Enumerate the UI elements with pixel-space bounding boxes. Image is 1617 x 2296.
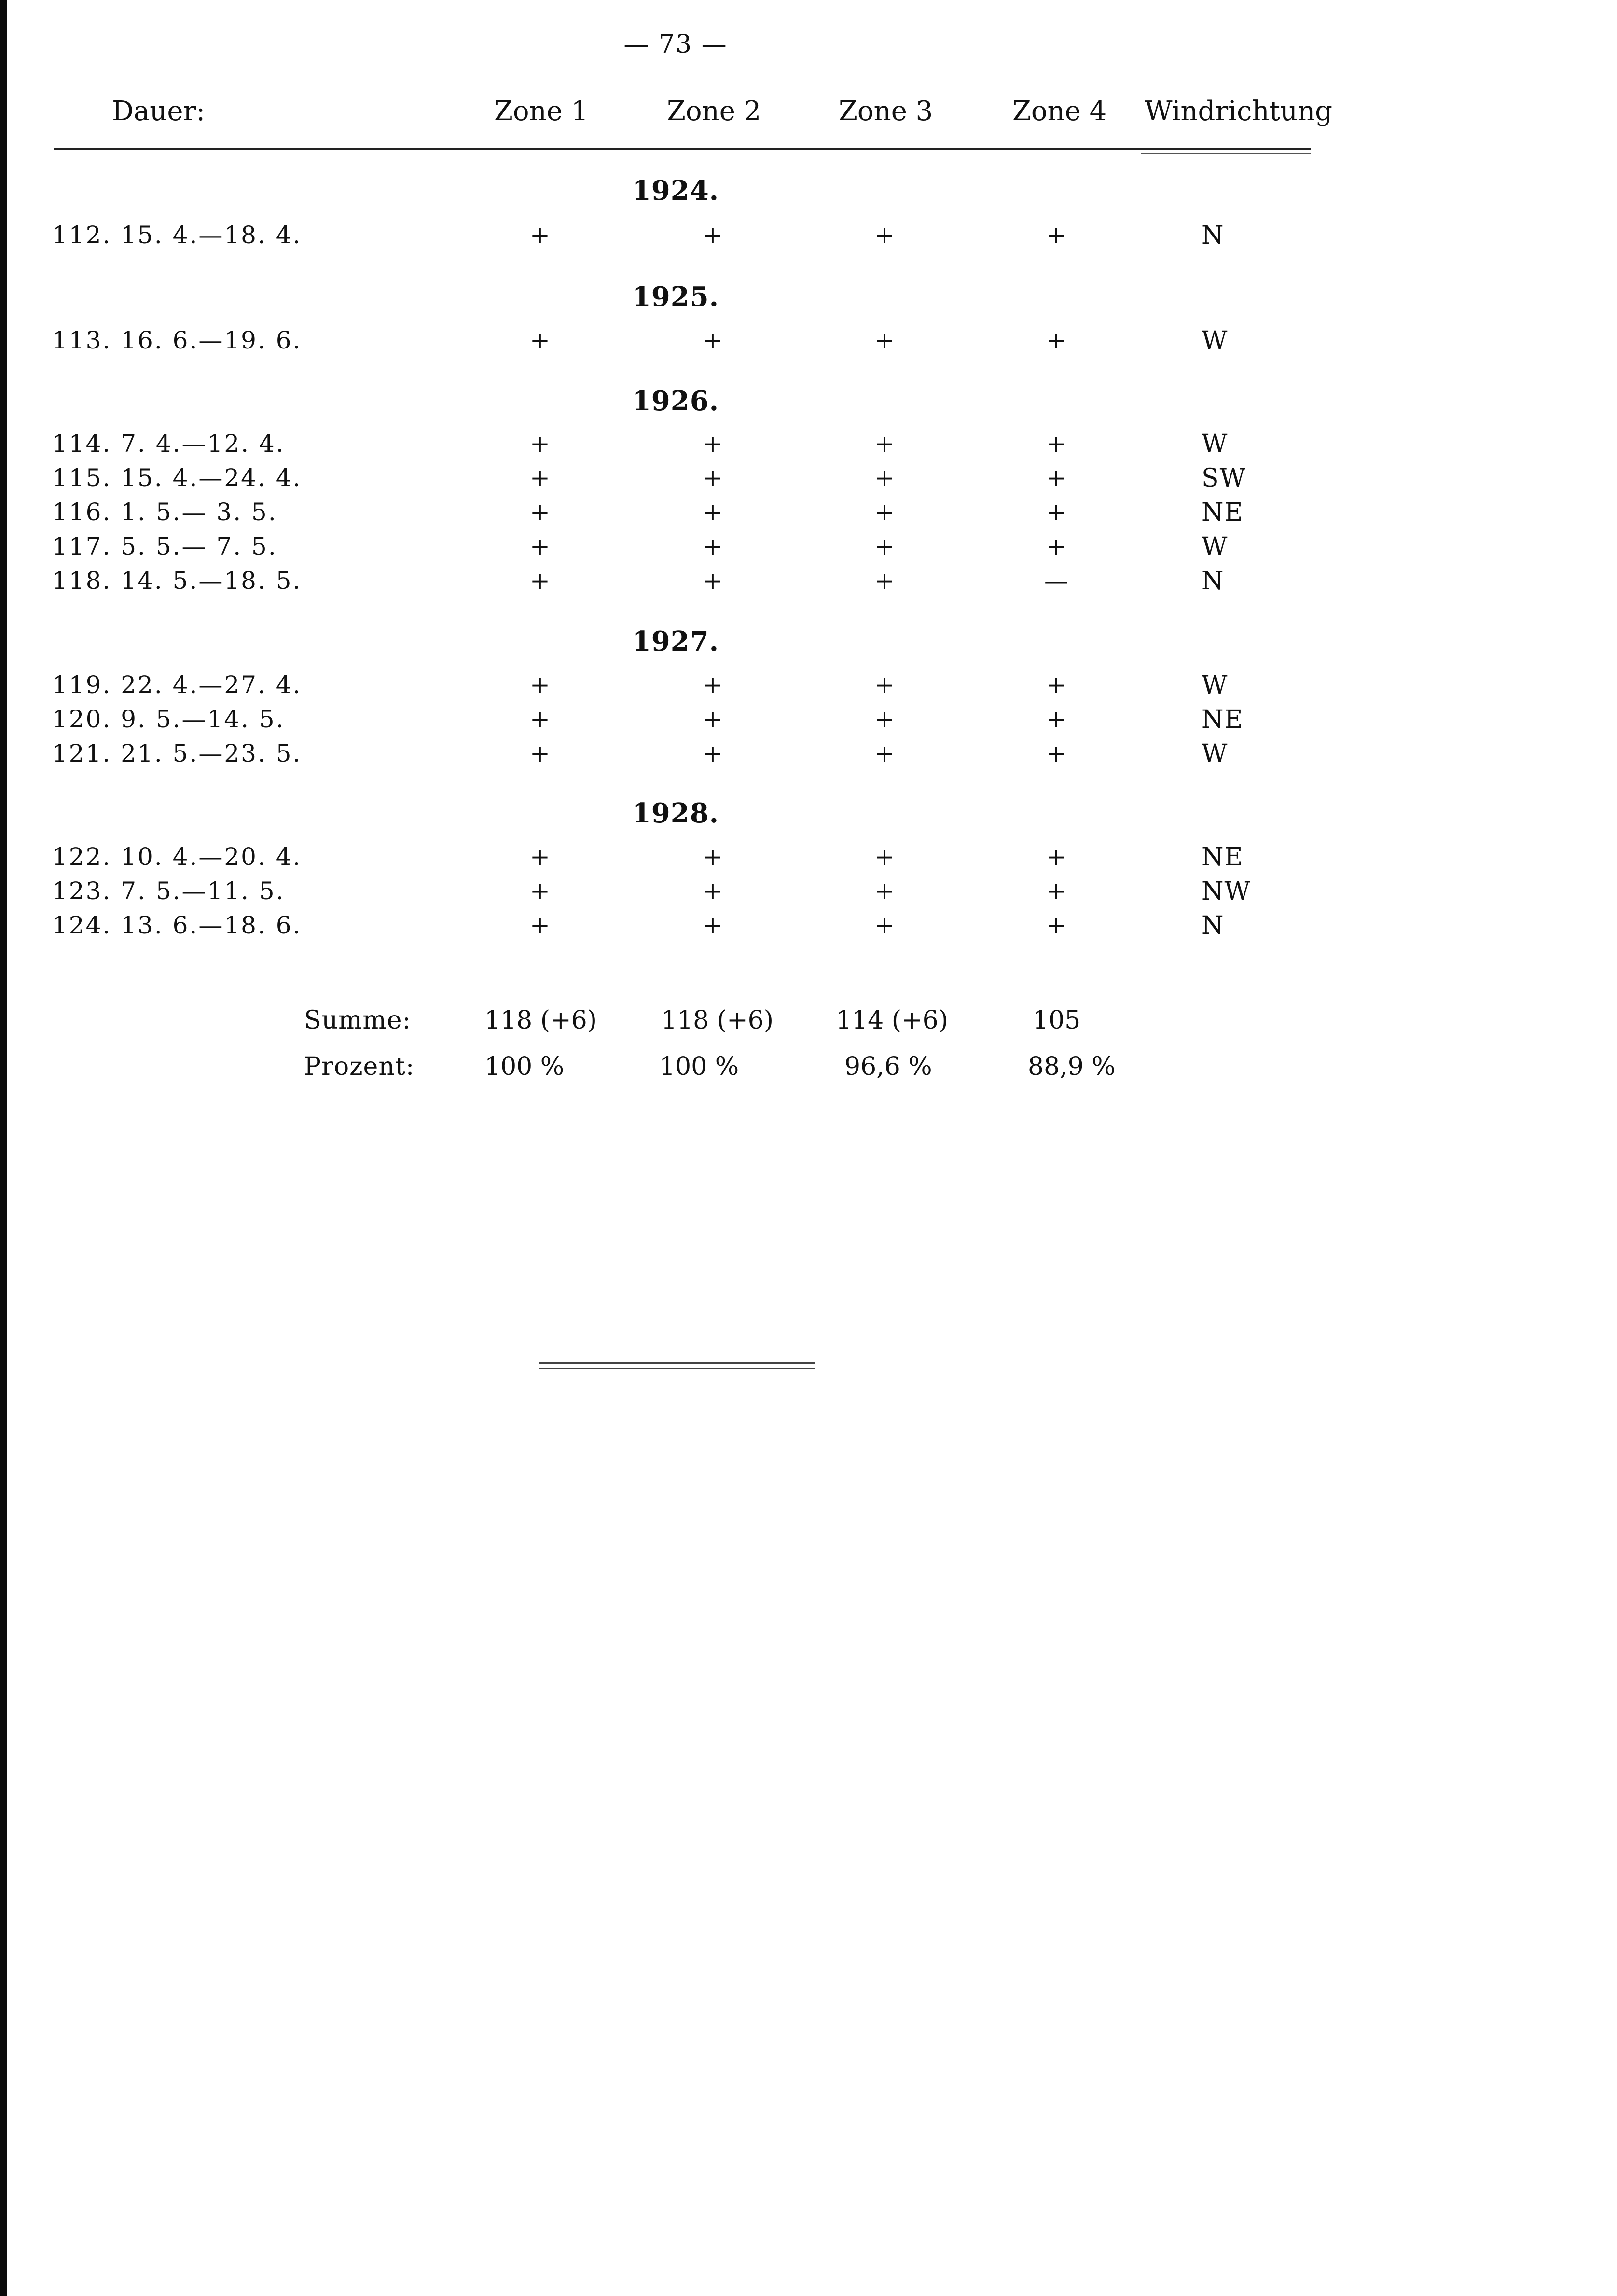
cell-zone-2: + — [703, 221, 723, 249]
header-zone-4: Zone 4 — [1012, 96, 1107, 127]
cell-dauer: 119. 22. 4.—27. 4. — [52, 671, 302, 699]
cell-dauer: 122. 10. 4.—20. 4. — [52, 843, 302, 871]
prozent-zone-2: 100 % — [659, 1052, 739, 1081]
table-row — [0, 430, 1617, 463]
summe-zone-2: 118 (+6) — [661, 1006, 774, 1035]
cell-zone-2: + — [703, 567, 723, 595]
cell-zone-2: + — [703, 498, 723, 526]
header-zone-3: Zone 3 — [839, 96, 933, 127]
cell-zone-1: + — [530, 464, 550, 492]
cell-zone-4: + — [1046, 911, 1066, 939]
cell-zone-1: + — [530, 498, 550, 526]
header-zone-2: Zone 2 — [667, 96, 761, 127]
table-row — [0, 877, 1617, 911]
table-row — [0, 498, 1617, 532]
cell-zone-3: + — [874, 326, 895, 354]
prozent-zone-3: 96,6 % — [844, 1052, 932, 1081]
cell-zone-4: — — [1044, 567, 1068, 595]
table-row — [0, 911, 1617, 945]
cell-zone-4: + — [1046, 705, 1066, 733]
cell-zone-2: + — [703, 911, 723, 939]
cell-dauer: 116. 1. 5.— 3. 5. — [52, 498, 277, 526]
cell-zone-2: + — [703, 326, 723, 354]
year-heading-1924: 1924. — [632, 175, 719, 207]
cell-zone-2: + — [703, 532, 723, 560]
cell-windrichtung: NE — [1202, 705, 1244, 734]
cell-zone-4: + — [1046, 532, 1066, 560]
cell-zone-2: + — [703, 877, 723, 905]
cell-dauer: 114. 7. 4.—12. 4. — [52, 430, 285, 458]
cell-windrichtung: NW — [1202, 877, 1251, 906]
table-row — [0, 705, 1617, 739]
cell-zone-4: + — [1046, 877, 1066, 905]
cell-dauer: 120. 9. 5.—14. 5. — [52, 705, 285, 733]
cell-windrichtung: NE — [1202, 498, 1244, 527]
cell-zone-1: + — [530, 911, 550, 939]
summe-zone-4: 105 — [1033, 1006, 1081, 1035]
cell-windrichtung: W — [1202, 326, 1229, 355]
cell-zone-3: + — [874, 911, 895, 939]
cell-windrichtung: N — [1202, 221, 1225, 250]
header-rule-secondary — [1141, 153, 1311, 154]
cell-windrichtung: NE — [1202, 843, 1244, 872]
summe-label: Summe: — [304, 1006, 412, 1035]
cell-dauer: 115. 15. 4.—24. 4. — [52, 464, 302, 492]
cell-zone-3: + — [874, 498, 895, 526]
cell-zone-4: + — [1046, 671, 1066, 699]
cell-zone-1: + — [530, 843, 550, 871]
year-heading-1928: 1928. — [632, 797, 719, 829]
cell-zone-1: + — [530, 430, 550, 458]
cell-windrichtung: W — [1202, 532, 1229, 561]
cell-windrichtung: N — [1202, 911, 1225, 940]
page-number: — 73 — — [623, 30, 728, 59]
cell-zone-2: + — [703, 430, 723, 458]
summe-zone-1: 118 (+6) — [484, 1006, 597, 1035]
cell-dauer: 121. 21. 5.—23. 5. — [52, 739, 302, 767]
cell-zone-1: + — [530, 877, 550, 905]
cell-windrichtung: N — [1202, 567, 1225, 596]
cell-zone-2: + — [703, 705, 723, 733]
cell-zone-3: + — [874, 877, 895, 905]
table-row — [0, 221, 1617, 255]
closing-rule-top — [539, 1362, 815, 1364]
cell-zone-4: + — [1046, 430, 1066, 458]
cell-dauer: 124. 13. 6.—18. 6. — [52, 911, 302, 939]
cell-zone-1: + — [530, 567, 550, 595]
year-heading-1925: 1925. — [632, 281, 719, 313]
cell-zone-2: + — [703, 843, 723, 871]
cell-zone-3: + — [874, 567, 895, 595]
cell-windrichtung: W — [1202, 430, 1229, 459]
cell-zone-3: + — [874, 843, 895, 871]
table-row — [0, 326, 1617, 360]
cell-zone-4: + — [1046, 843, 1066, 871]
cell-zone-2: + — [703, 739, 723, 767]
header-zone-1: Zone 1 — [494, 96, 589, 127]
cell-zone-3: + — [874, 705, 895, 733]
cell-zone-2: + — [703, 464, 723, 492]
prozent-label: Prozent: — [304, 1052, 415, 1081]
cell-windrichtung: SW — [1202, 464, 1247, 493]
cell-zone-3: + — [874, 221, 895, 249]
table-row — [0, 739, 1617, 773]
prozent-zone-1: 100 % — [484, 1052, 565, 1081]
cell-zone-1: + — [530, 705, 550, 733]
cell-zone-4: + — [1046, 221, 1066, 249]
cell-zone-1: + — [530, 532, 550, 560]
cell-zone-2: + — [703, 671, 723, 699]
prozent-row — [0, 1052, 1617, 1086]
summe-row — [0, 1006, 1617, 1040]
year-heading-1926: 1926. — [632, 385, 719, 417]
cell-dauer: 113. 16. 6.—19. 6. — [52, 326, 302, 354]
cell-zone-4: + — [1046, 739, 1066, 767]
header-dauer: Dauer: — [112, 96, 206, 127]
cell-dauer: 123. 7. 5.—11. 5. — [52, 877, 285, 905]
cell-windrichtung: W — [1202, 739, 1229, 768]
cell-zone-4: + — [1046, 464, 1066, 492]
table-row — [0, 843, 1617, 877]
cell-zone-3: + — [874, 532, 895, 560]
cell-dauer: 112. 15. 4.—18. 4. — [52, 221, 302, 249]
table-row — [0, 567, 1617, 600]
table-header — [0, 96, 1617, 134]
prozent-zone-4: 88,9 % — [1028, 1052, 1116, 1081]
cell-zone-4: + — [1046, 326, 1066, 354]
closing-rule-bottom — [539, 1368, 815, 1369]
cell-dauer: 118. 14. 5.—18. 5. — [52, 567, 302, 595]
table-row — [0, 464, 1617, 498]
cell-zone-1: + — [530, 326, 550, 354]
header-windrichtung: Windrichtung — [1145, 96, 1332, 127]
cell-zone-3: + — [874, 671, 895, 699]
summe-zone-3: 114 (+6) — [836, 1006, 949, 1035]
cell-dauer: 117. 5. 5.— 7. 5. — [52, 532, 277, 560]
cell-zone-1: + — [530, 221, 550, 249]
cell-windrichtung: W — [1202, 671, 1229, 700]
header-rule — [54, 148, 1311, 150]
cell-zone-1: + — [530, 739, 550, 767]
year-heading-1927: 1927. — [632, 626, 719, 657]
cell-zone-1: + — [530, 671, 550, 699]
cell-zone-3: + — [874, 464, 895, 492]
cell-zone-3: + — [874, 430, 895, 458]
cell-zone-3: + — [874, 739, 895, 767]
cell-zone-4: + — [1046, 498, 1066, 526]
table-row — [0, 671, 1617, 705]
table-row — [0, 532, 1617, 566]
